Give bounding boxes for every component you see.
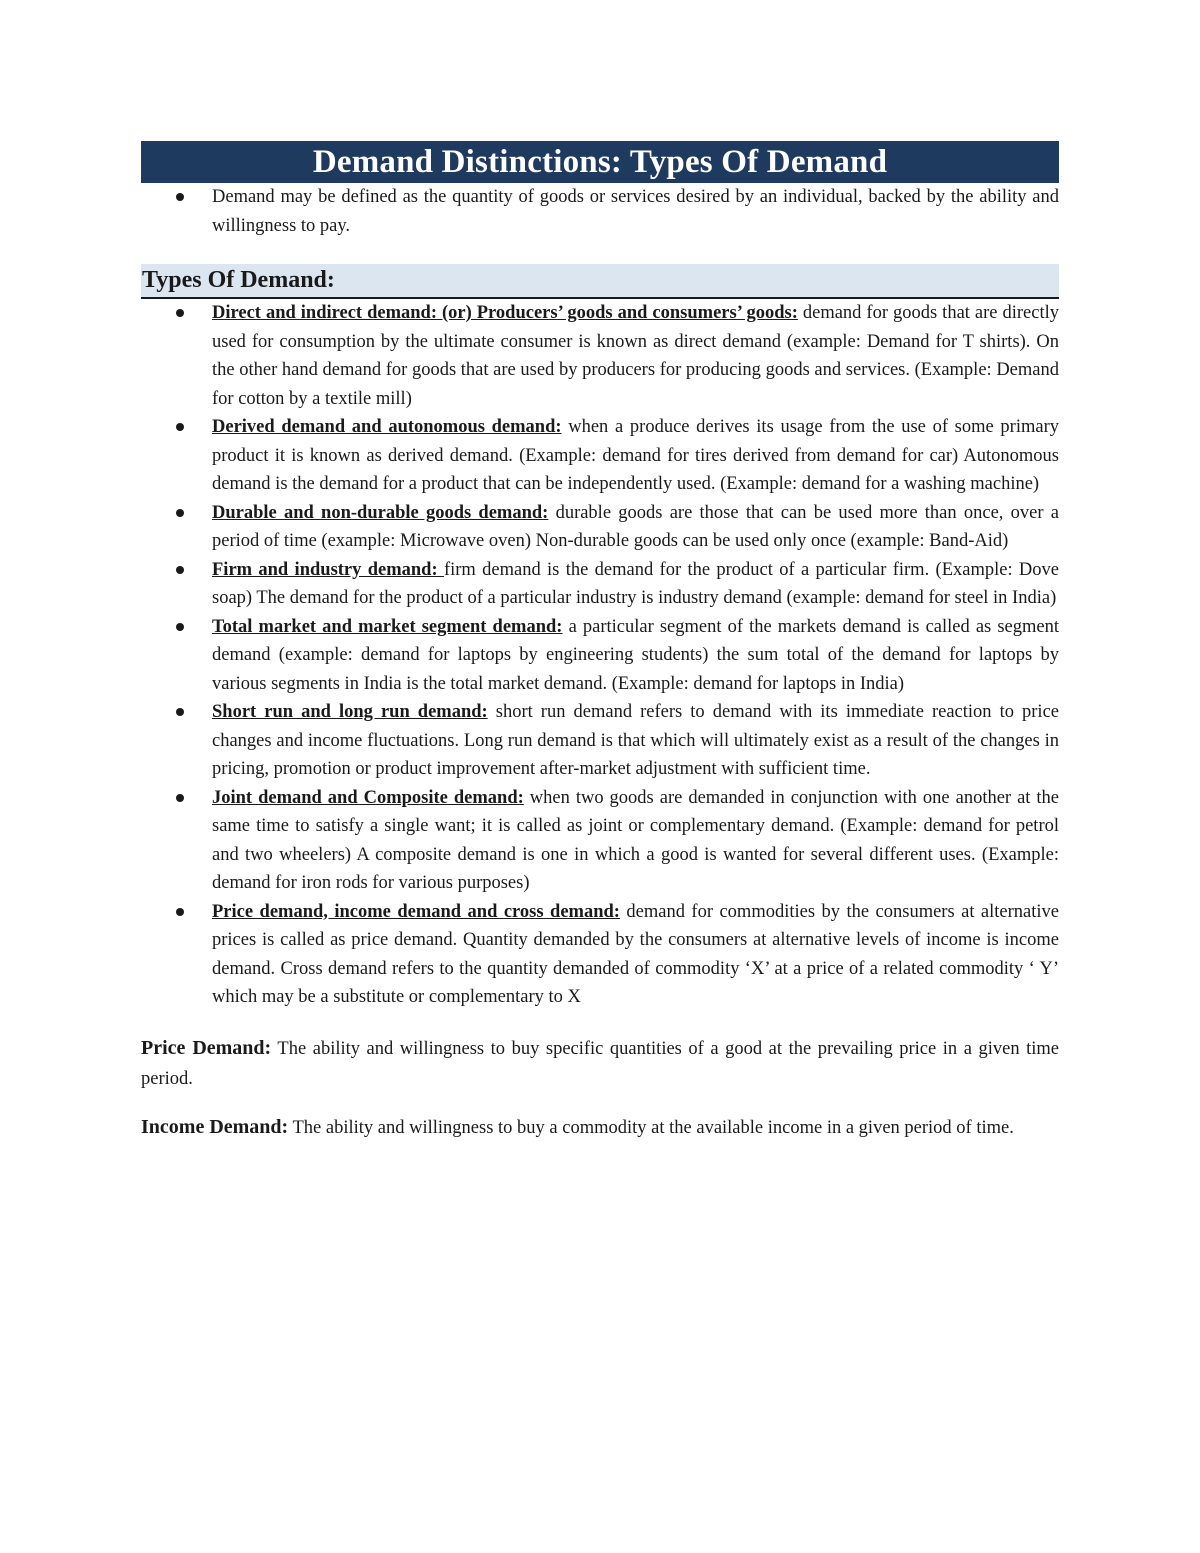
type-term: Direct and indirect demand: (or) Producers’ goods and consumers’ goods: [212,303,798,323]
bullet-icon [176,708,184,716]
type-text: durable goods are those that can be used more than once, over a period of time (example: Microwave oven) Non-durable goods can be used only once (example: Band-Aid) [212,502,1059,551]
income-demand-paragraph [141,1112,1059,1143]
type-text: short run demand refers to demand with its immediate reaction to price changes and income fluctuations. Long run demand is that which will ultimately exist as a result of the changes in pricing, promotion or product improvement after-market adjustment with sufficient time. [212,702,1059,779]
bullet-icon [176,423,184,431]
document-page [141,141,1059,1143]
type-term: Durable and non-durable goods demand: [212,502,549,523]
income-demand-text: The ability and willingness to buy a commodity at the available income in a given period of time. [288,1117,1014,1138]
bullet-icon [176,566,184,574]
type-text: demand for goods that are directly used for consumption by the ultimate consumer is known as direct demand (example: Demand for T shirts). On the other hand demand for goods that are used by producers for producing goods and services. (Example: Demand for cotton by a textile mill) [212,303,1059,409]
price-demand-paragraph [141,1033,1059,1094]
type-text: demand for commodities by the consumers at alternative prices is called as price demand. Quantity demanded by the consumers at alternative levels of income is income demand. Cross demand refers to the quantity demanded of commodity ‘X’ at a price of a related commodity ‘ Y’ which may be a substitute or complementary to X [212,901,1059,1007]
bullet-icon [176,794,184,802]
list-item [141,413,1059,499]
section-heading [141,264,1059,299]
income-demand-label: Income Demand: [141,1115,289,1138]
type-text: a particular segment of the markets demand is called as segment demand (example: demand for laptops by engineering students) the sum total of the demand for laptops by various segments in India is the total market demand. (Example: demand for laptops in India) [212,616,1059,694]
bullet-icon [176,908,184,916]
bullet-icon [176,623,184,631]
list-item [141,299,1059,413]
intro-text: Demand may be defined as the quantity of goods or services desired by an individual, backed by the ability and willingness to pay. [212,187,1059,236]
intro-list [141,183,1059,240]
title-banner [141,141,1059,183]
page-title: Demand Distinctions: Types Of Demand [312,144,888,180]
type-term: Price demand, income demand and cross demand: [212,901,620,922]
list-item [141,556,1059,613]
type-text: when two goods are demanded in conjunction with one another at the same time to satisfy a single want; it is called as joint or complementary demand. (Example: demand for petrol and two wheelers) A composite demand is one in which a good is wanted for several different uses. (Example: demand for iron rods for various purposes) [212,787,1060,893]
bullet-icon [176,193,184,201]
price-demand-text: The ability and willingness to buy specific quantities of a good at the prevailing price in a given time period. [141,1038,1059,1089]
type-term: Total market and market segment demand: [212,616,563,637]
list-item [141,698,1059,784]
type-text: firm demand is the demand for the product of a particular firm. (Example: Dove soap) The demand for the product of a particular industry is industry demand (example: demand for steel in India) [212,559,1059,608]
list-item [141,898,1059,1012]
price-demand-label: Price Demand: [141,1036,272,1059]
types-list [141,299,1059,1012]
intro-item [141,183,1059,240]
list-item [141,499,1059,556]
type-text: when a produce derives its usage from the use of some primary product it is known as derived demand. (Example: demand for tires derived from demand for car) Autonomous demand is the demand for a product that can be independently used. (Example: demand for a washing machine) [212,417,1059,494]
type-term: Firm and industry demand: [212,559,444,580]
bullet-icon [176,309,184,317]
type-term: Derived demand and autonomous demand: [212,417,562,437]
type-term: Short run and long run demand: [212,702,488,722]
list-item [141,784,1059,898]
bullet-icon [176,509,184,517]
section-heading-text: Types Of Demand: [142,267,335,293]
list-item [141,613,1059,699]
type-term: Joint demand and Composite demand: [212,787,524,808]
